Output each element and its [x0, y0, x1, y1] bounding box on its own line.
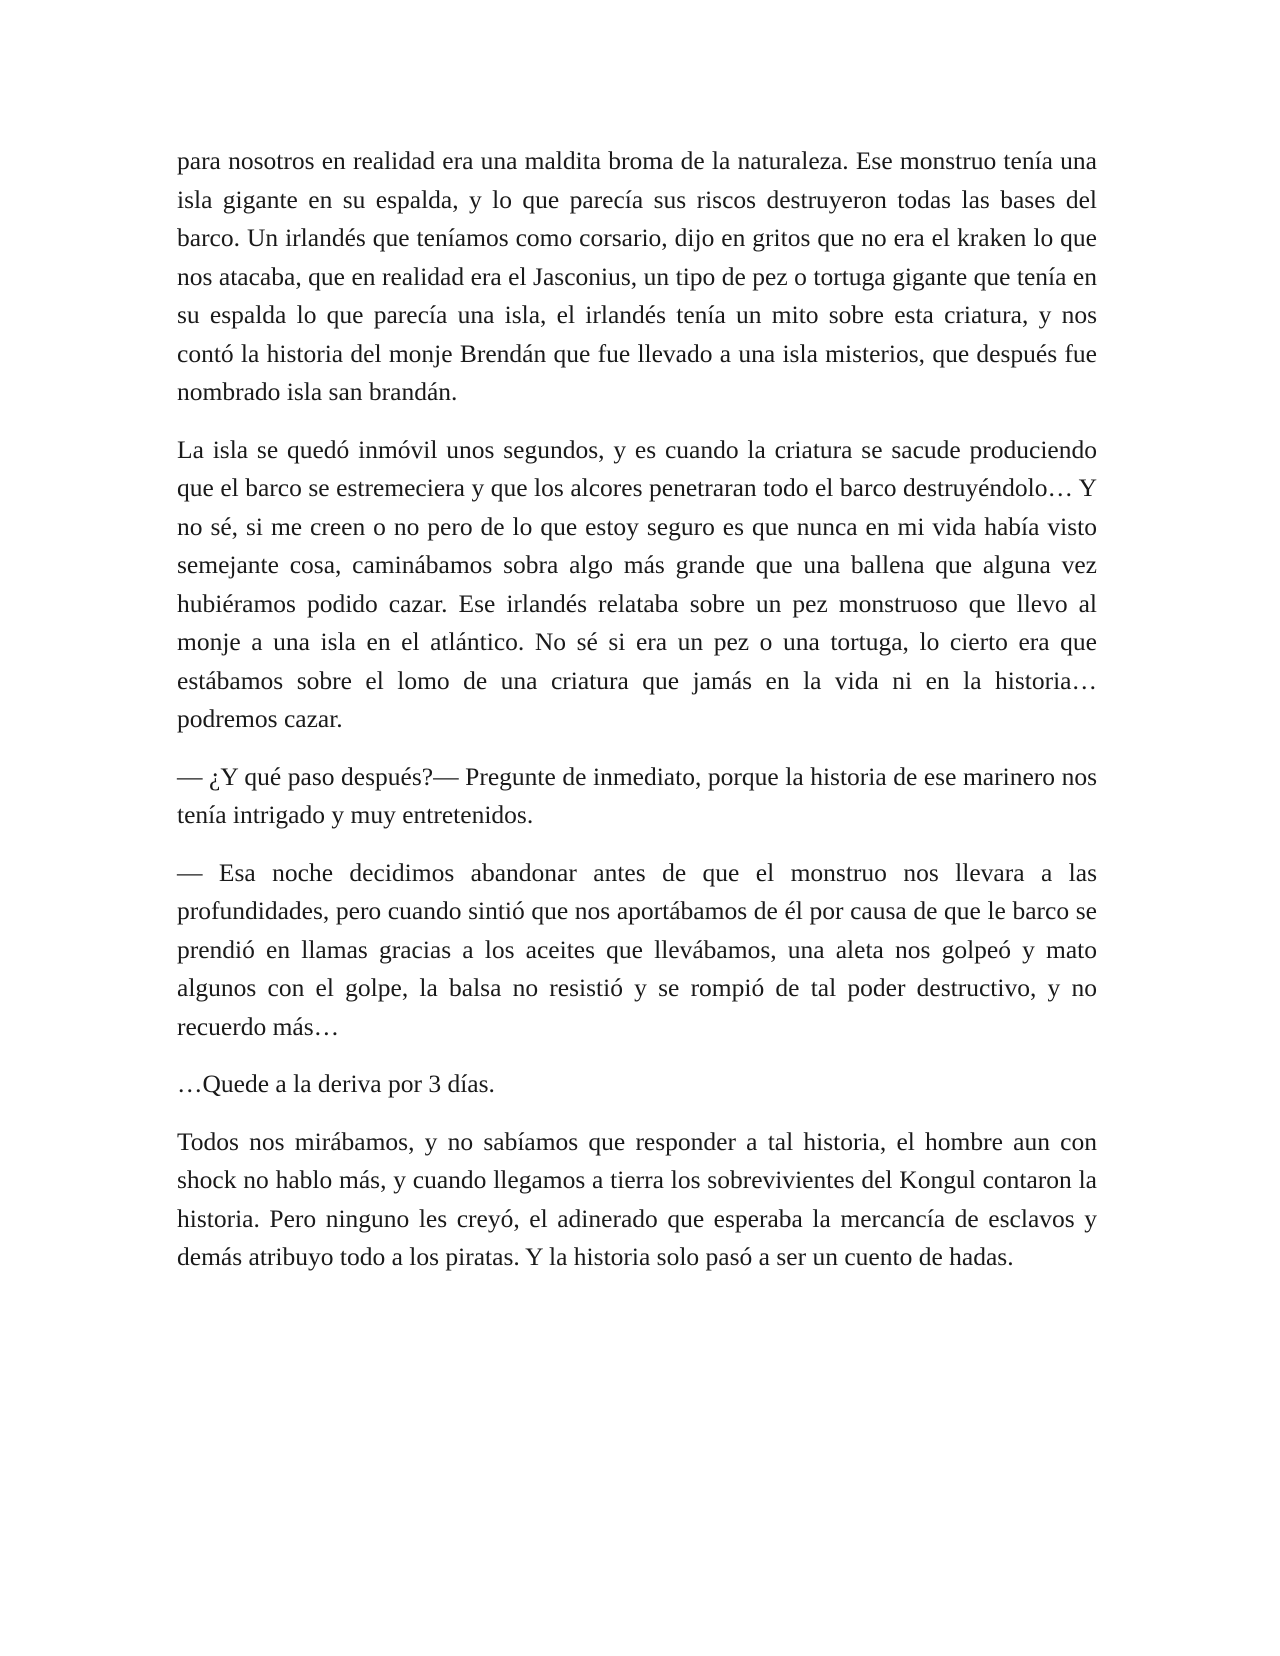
paragraph-adrift: …Quede a la deriva por 3 días. — [177, 1069, 495, 1098]
paragraph-question: — ¿Y qué paso después?— Pregunte de inmediato, porque la historia de ese marinero nos tenía intrigado y muy entretenidos. — [177, 761, 1097, 829]
paragraph-island-shakes: La isla se quedó inmóvil unos segundos, y es cuando la criatura se sacude produciendo que el barco se estremeciera y que los alcores penetraran todo el barco destruyéndolo… Y no sé, si me creen o no pero de lo que estoy seguro es que nunca en mi vida había visto semejante cosa, caminábamos sobra algo más grande que una ballena que alguna vez hubiéramos podido cazar. Ese irlandés relataba sobre un pez monstruoso que llevo al monje a una isla en el atlántico. No sé si era un pez o una tortuga, lo cierto era que estábamos sobre el lomo de una criatura que jamás en la vida ni en la historia… podremos cazar. — [177, 434, 1097, 733]
paragraph-fairy-tale: Todos nos mirábamos, y no sabíamos que responder a tal historia, el hombre aun con shock no hablo más, y cuando llegamos a tierra los sobrevivientes del Kongul contaron la historia. Pero ninguno les creyó, el adinerado que esperaba la mercancía de esclavos y demás atribuyo todo a los piratas. Y la historia solo pasó a ser un cuento de hadas. — [177, 1126, 1097, 1271]
document-page — [177, 142, 1097, 1296]
paragraph-jasconius: para nosotros en realidad era una maldita broma de la naturaleza. Ese monstruo tenía una isla gigante en su espalda, y lo que parecía sus riscos destruyeron todas las bases del barco. Un irlandés que teníamos como corsario, dijo en gritos que no era el kraken lo que nos atacaba, que en realidad era el Jasconius, un tipo de pez o tortuga gigante que tenía en su espalda lo que parecía una isla, el irlandés tenía un mito sobre esta criatura, y nos contó la historia del monje Brendán que fue llevado a una isla misterios, que después fue nombrado isla san brandán. — [177, 146, 1097, 406]
paragraph-abandon-ship: — Esa noche decidimos abandonar antes de que el monstruo nos llevara a las profundidades, pero cuando sintió que nos aportábamos de él por causa de que le barco se prendió en llamas gracias a los aceites que llevábamos, una aleta nos golpeó y mato algunos con el golpe, la balsa no resistió y se rompió de tal poder destructivo, y no recuerdo más… — [177, 857, 1097, 1041]
